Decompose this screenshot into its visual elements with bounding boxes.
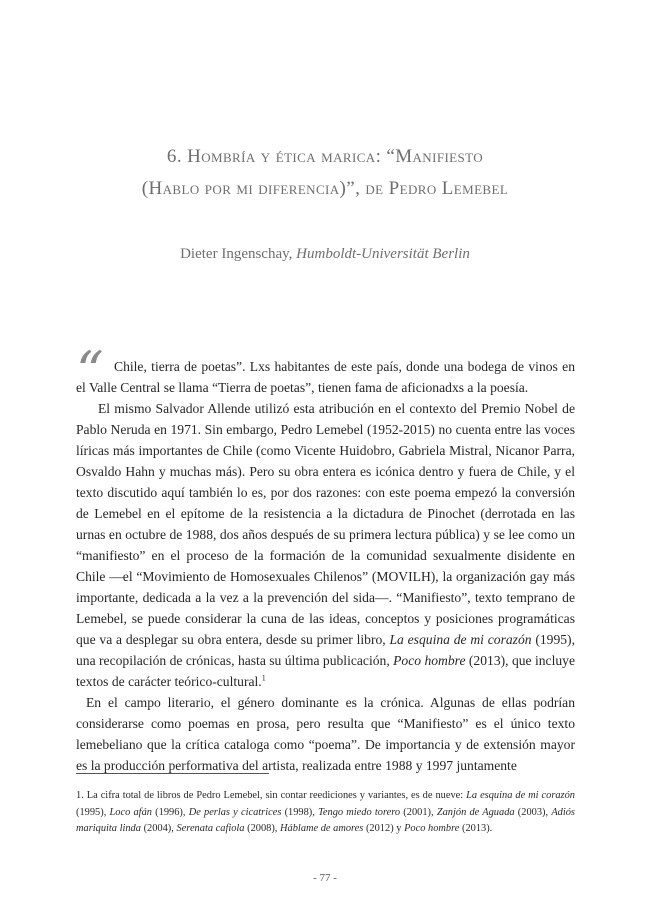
paragraph-2-text-c: (2013), que incluye textos de carácter teórico-cultural. — [76, 653, 575, 689]
book-title-poco-hombre: Poco hombre — [393, 653, 466, 668]
footnote-text: (2004), — [143, 823, 174, 834]
footnote-text: (2013). — [461, 823, 493, 834]
author-affiliation: Humboldt-Universität Berlin — [296, 246, 470, 262]
footnote-text: (1998), — [284, 806, 315, 818]
paragraph-2-text-a: El mismo Salvador Allende utilizó esta atribución en el contexto del Premio Nobel de Pablo Neruda en 1971. Sin embargo, Pedro Lemebel (1952-2015) no cuenta entre las voces líricas más importantes de Chile (como Vicente Huidobro, Gabriela Mistral, Nicanor Parra, Osvaldo Hahn y muchas más). Pero su obra entera es icónica dentro y fuera de Chile, y el texto discutido aquí también lo es, por dos razones: con este poema empezó la conversión de Lemebel en el epítome de la resistencia a la dictadura de Pinochet (derrotada en las urnas en octubre de 1988, dos años después de su primera lectura pública) y se lee como un “manifiesto” en el proceso de la formación de la comunidad sexualmente disidente en Chile —el “Movimiento de Homosexuales Chilenos” (MOVILH), la organización gay más importante, dedicada a la vez a la prevención del sida—. “Manifiesto”, texto temprano de Lemebel, se puede considerar la cuna de las ideas, conceptos y posiciones programáticas que va a desplegar su obra entera, desde su primer libro, — [76, 401, 575, 647]
paragraph-3: En el campo literario, el género dominante es la crónica. Algunas de ellas podrían considerarse como poemas en prosa, pero resulta que “Manifiesto” es el único texto lemebeliano que la crítica cataloga como “poema”. De importancia y de extensión mayor es la producción performativa del artista, realizada entre 1988 y 1997 juntamente — [76, 695, 575, 773]
chapter-title-line-1: 6. Hombría y ética marica: “Manifiesto — [166, 146, 484, 167]
page-number: - 77 - — [313, 872, 337, 884]
footnote-text: 1. La cifra total de libros de Pedro Lemebel, sin contar reediciones y variantes, es de nueve: — [76, 790, 464, 801]
paragraph-1: Chile, tierra de poetas”. Lxs habitantes de este país, donde una bodega de vinos en el Valle Central se llama “Tierra de poetas”, tienen fama de aficionadxs a la poesía. — [76, 359, 575, 395]
footnote-text: (2008), — [247, 823, 278, 834]
footnote-text: (2001), — [403, 806, 434, 818]
footnote-title: La esquina de mi corazón — [466, 790, 575, 801]
body-text — [76, 356, 575, 776]
footnote-title: Serenata cafiola — [176, 823, 245, 834]
footnote-text: (2003), — [517, 806, 549, 818]
footnote-title: De perlas y cicatrices — [188, 806, 282, 818]
author-byline — [60, 244, 590, 264]
author-name: Dieter Ingenschay, — [180, 246, 293, 262]
footnote-divider — [76, 773, 269, 774]
book-title-la-esquina: La esquina de mi corazón — [389, 632, 532, 647]
paragraph-2-text-b: (1995), una recopilación de crónicas, hasta su última publicación, — [76, 632, 575, 668]
footnote-text: (1995), — [76, 806, 107, 818]
footnote-title: Adiós mariquita linda — [76, 806, 575, 834]
footnote-title: Poco hombre — [404, 823, 460, 834]
footnote-title: Zanjón de Aguada — [436, 806, 515, 818]
chapter-title-line-2: (Hablo por mi diferencia)”, de Pedro Lemebel — [141, 178, 509, 199]
footnote-text: (2012) y — [365, 823, 402, 834]
footnote-1 — [76, 788, 575, 838]
footnote-title: Loco afán — [109, 806, 152, 818]
paragraph-2 — [76, 398, 575, 692]
footnote-title: Tengo miedo torero — [318, 806, 401, 818]
footnote-text: (1996), — [155, 806, 186, 818]
opening-quote-mark: “ — [76, 340, 104, 403]
chapter-title — [60, 141, 590, 205]
footnote-reference[interactable]: 1 — [261, 673, 266, 683]
footnote-title: Háblame de amores — [280, 823, 364, 834]
